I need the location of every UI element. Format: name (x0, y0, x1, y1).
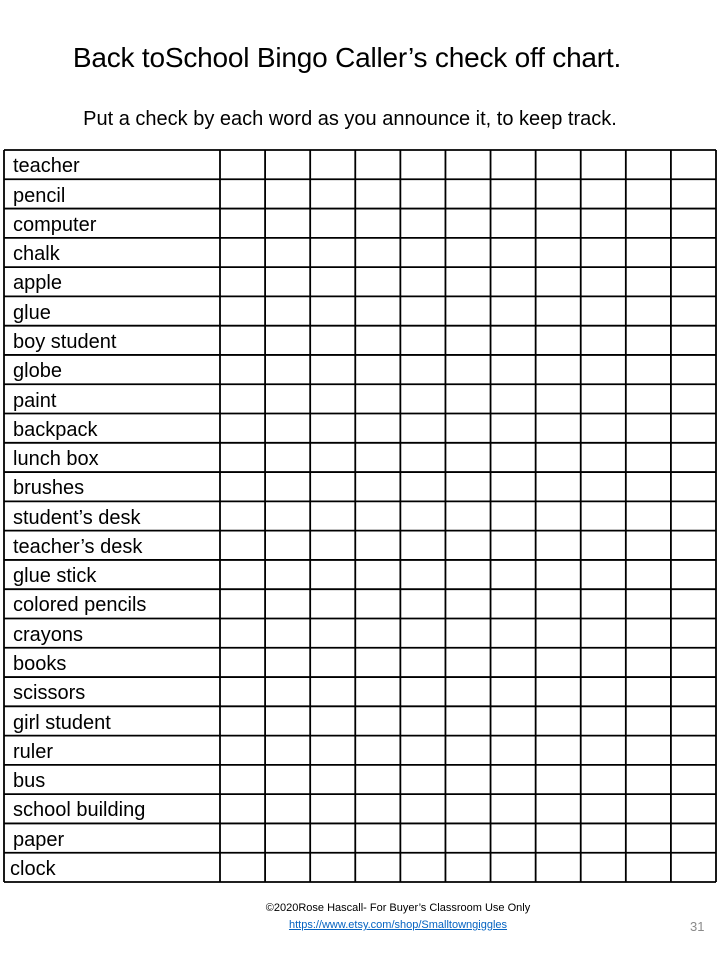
word-label: backpack (13, 418, 98, 441)
word-label: glue stick (13, 565, 97, 588)
word-label: crayons (13, 623, 84, 646)
page-title: Back toSchool Bingo Caller’s check off chart. (72, 42, 622, 73)
word-label: bus (13, 770, 46, 793)
word-label: apple (13, 272, 62, 295)
page-number: 31 (690, 919, 705, 934)
instructions: Put a check by each word as you announce it, to keep track. (83, 108, 617, 130)
word-label: girl student (13, 711, 111, 734)
word-label: pencil (13, 184, 66, 207)
word-label: glue (13, 301, 51, 324)
word-label: books (13, 653, 67, 676)
copyright-notice: ©2020Rose Hascall- For Buyer’s Classroom Use Only (265, 902, 531, 914)
word-label: chalk (13, 243, 60, 266)
word-label: school building (13, 799, 146, 822)
word-label: paint (13, 389, 57, 412)
word-label: student’s desk (13, 506, 141, 529)
word-label: globe (13, 360, 62, 383)
word-label: teacher’s desk (13, 535, 143, 558)
word-label: boy student (13, 330, 117, 353)
word-label: scissors (13, 682, 86, 705)
word-label: lunch box (13, 448, 99, 471)
word-label: colored pencils (13, 594, 147, 617)
word-label: brushes (13, 477, 85, 500)
word-label: paper (13, 828, 65, 851)
word-label: ruler (13, 740, 54, 763)
word-label: teacher (13, 155, 80, 178)
word-label: clock (10, 858, 56, 880)
shop-link[interactable]: https://www.etsy.com/shop/Smalltowngiggles (288, 919, 508, 931)
word-label: computer (13, 213, 97, 236)
